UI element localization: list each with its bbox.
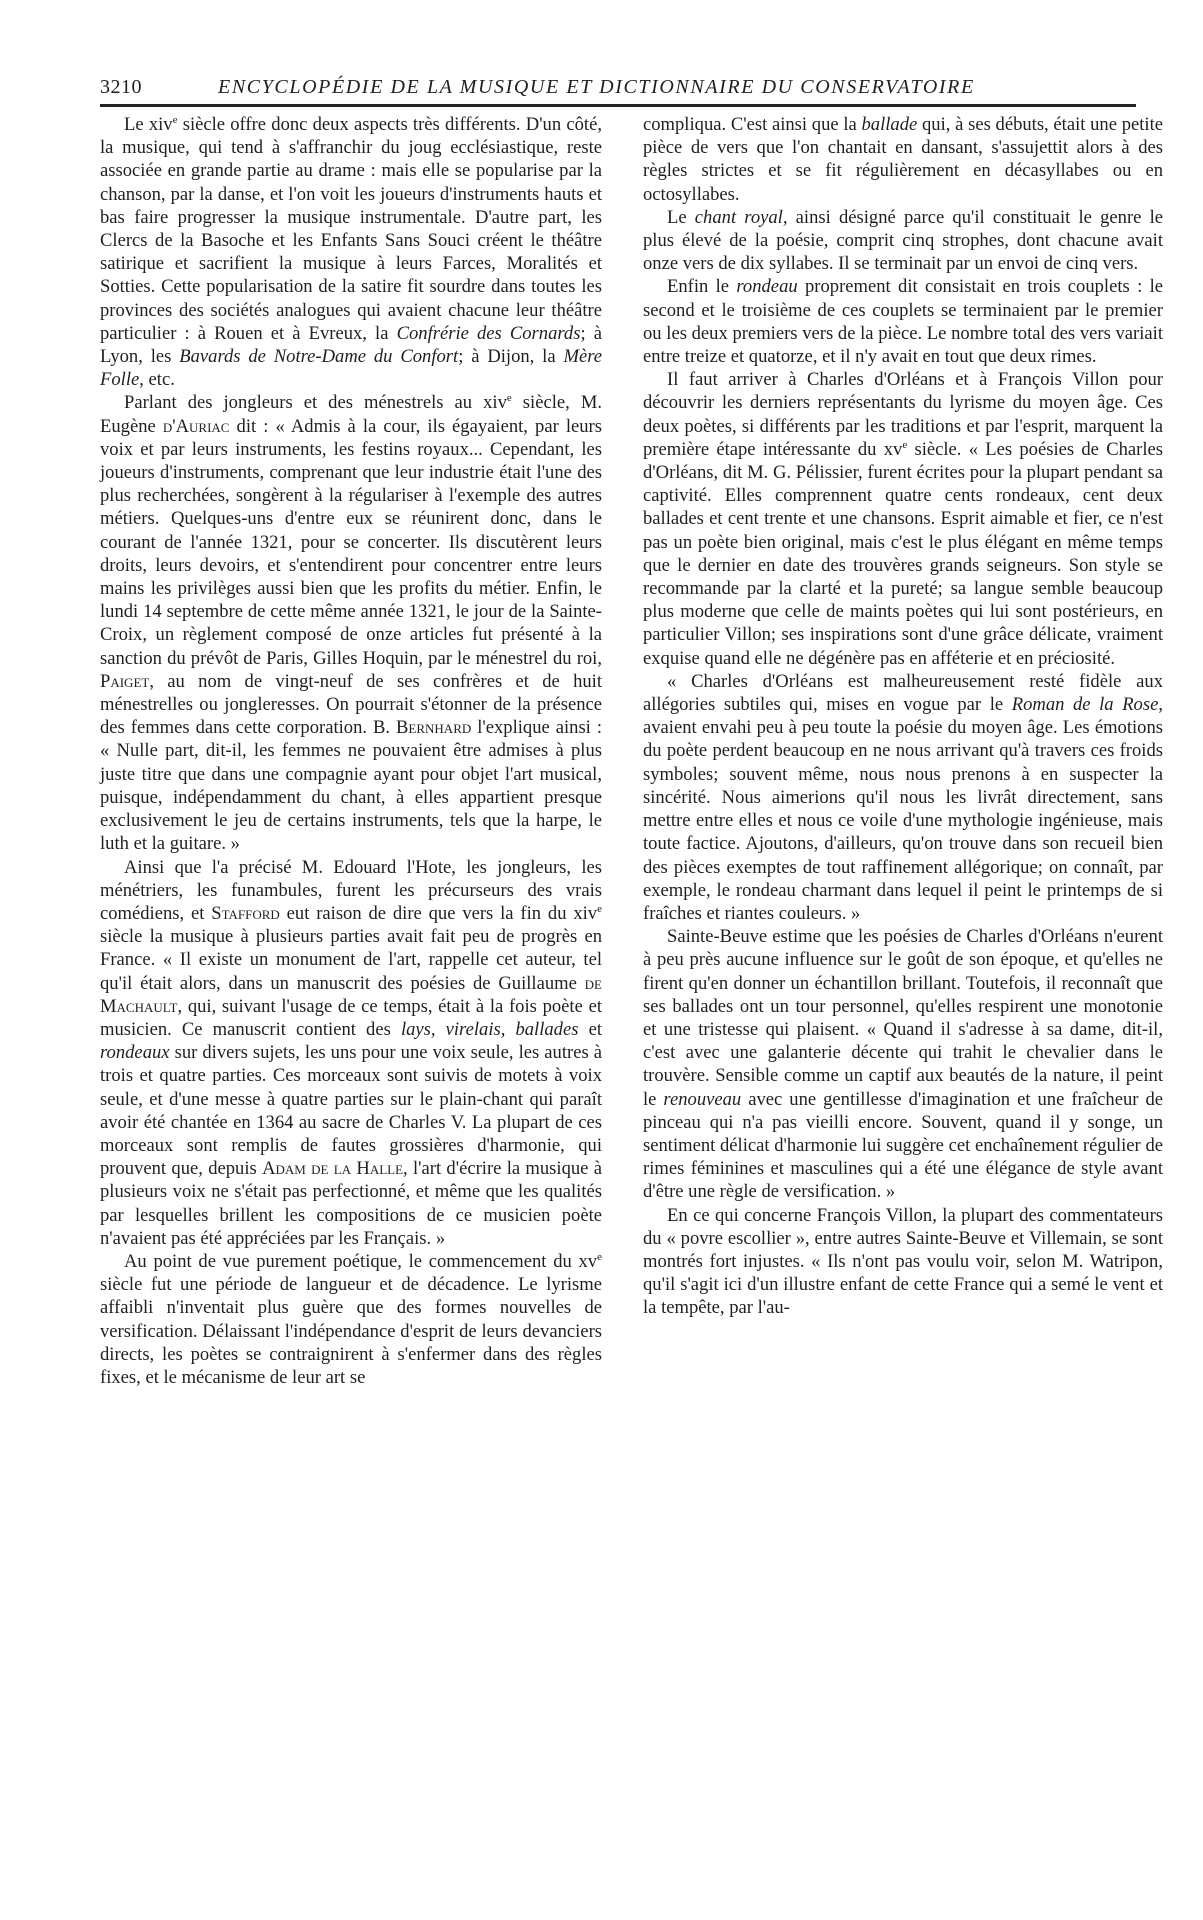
paragraph: Parlant des jongleurs et des ménestrels au xiv$^e$ siècle, M. Eugène d'Auriac dit : « Admis à la cour, ils égayaient, par leurs voix et par leurs instruments, les festins royaux... Cependant, les joueurs d'instruments, comprenant que leur industrie était l'une des plus recherchées, songèrent à la régulariser à l'exemple des autres métiers. Quelques-uns d'entre eux se réunirent donc, dans le courant de l'année 1321, pour se concerter. Ils discutèrent leurs droits, leurs devoirs, et s'entendirent pour concentrer entre leurs mains les privilèges aussi bien que les profits du métier. Enfin, le lundi 14 septembre de cette même année 1321, le jour de la Sainte-Croix, un règlement composé de onze articles fut présenté à la sanction du prévôt de Paris, Gilles Hoquin, par le ménestrel du roi, Paiget, au nom de vingt-neuf de ses confrères et de huit ménestrelles ou jongleresses. On pourrait s'étonner de la présence des femmes dans cette corporation. B. Bernhard l'explique ainsi : « Nulle part, dit-il, les femmes ne pouvaient être admises à plus juste titre que dans une compagnie ayant pour objet l'art musical, puisque, indépendamment du chant, à elles appartient presque exclusivement le jeu de certains instruments, tels que la harpe, le luth et la guitare. » <box>100 392 602 855</box>
left-column <box>100 113 602 1389</box>
page-header <box>100 74 1136 104</box>
paragraph: Enfin le rondeau proprement dit consistait en trois couplets : le second et le troisième de ces couplets se terminaient par le premier ou les deux premiers vers de la pièce. Le nombre total des vers variait entre treize et quatorze, et il n'y avait en tout que deux rimes. <box>643 276 1163 368</box>
paragraph: Au point de vue purement poétique, le commencement du $xv^e$ siècle fut une période de langueur et de décadence. Le lyrisme affaibli n'inventait plus guère que des formes nouvelles de versification. Délaissant l'indépendance d'esprit de leurs devanciers directs, les poètes se contraignirent à s'enfermer dans des règles fixes, et le mécanisme de leur art se <box>100 1250 602 1388</box>
paragraph-continuation: compliqua. C'est ainsi que la ballade qui, à ses débuts, était une petite pièce de vers que l'on chantait en dansant, s'assujettit alors à des règles strictes et se fit régulièrement en décasyllabes ou en octosyllabes. <box>643 114 1163 205</box>
running-title: ENCYCLOPÉDIE DE LA MUSIQUE ET DICTIONNAIRE DU CONSERVATOIRE <box>218 76 975 98</box>
paragraph: Le xiv$^e$ siècle offre donc deux aspects très différents. D'un côté, la musique, qui tend à s'affranchir du joug ecclésiastique, reste associée en grande partie au drame : mais elle se popularise par la chanson, par la danse, et l'on voit les joueurs d'instruments hauts et bas faire progresser la musique instrumentale. D'autre part, les Clercs de la Basoche et les Enfants Sans Souci créent le théâtre satirique et sacrifient la musique à leurs Farces, Moralités et Sotties. Cette popularisation de la satire fit sourdre dans toutes les provinces des sociétés analogues qui avaient chacune leur théâtre particulier : à Rouen et à Evreux, la Confrérie des Cornards; à Lyon, les Bavards de Notre-Dame du Confort; à Dijon, la Mère Folle, etc. <box>100 113 603 391</box>
right-column <box>643 113 1163 1320</box>
paragraph: Sainte-Beuve estime que les poésies de Charles d'Orléans n'eurent à peu près aucune influence sur le goût de son époque, et qu'elles ne firent qu'en donner un échantillon brillant. Toutefois, il reconnaît que ses ballades ont un tour personnel, qu'elles respirent une monotonie et une tristesse qui plaisent. « Quand il s'adresse à sa dame, dit-il, c'est avec une galanterie décente qui trahit le chevalier dans le trouvère. Sensible comme un captif aux beautés de la nature, il peint le renouveau avec une gentillesse d'imagination et une fraîcheur de pinceau qui n'a pas vieilli encore. Souvent, quand il y songe, un sentiment délicat d'harmonie lui suggère cet enchaînement régulier de rimes féminines et masculines qui a été une élégance de style avant d'être une règle de versification. » <box>643 926 1163 1203</box>
paragraph: Le chant royal, ainsi désigné parce qu'il constituait le genre le plus élevé de la poésie, comprit cinq strophes, dont chacune avait onze vers de dix syllabes. Il se terminait par un envoi de cinq vers. <box>643 206 1163 275</box>
page-number: 3210 <box>100 76 142 98</box>
paragraph: En ce qui concerne François Villon, la plupart des commentateurs du « povre escollier », entre autres Sainte-Beuve et Villemain, se sont montrés fort injustes. « Ils n'ont pas voulu voir, selon M. Watripon, qu'il s'agit ici d'un illustre enfant de cette France qui a semé le vent et la tempête, par l'au- <box>643 1204 1163 1319</box>
paragraph: Ainsi que l'a précisé M. Edouard l'Hote, les jongleurs, les ménétriers, les funambules, furent les précurseurs des vrais comédiens, et Stafford eut raison de dire que vers la fin du xiv$^e$ siècle la musique à plusieurs parties avait fait peu de progrès en France. « Il existe un monument de l'art, rappelle cet auteur, tel qu'il était alors, dans un manuscrit des poésies de Guillaume de Machault, qui, suivant l'usage de ce temps, était à la fois poète et musicien. Ce manuscrit contient des lays, virelais, ballades et rondeaux sur divers sujets, les uns pour une voix seule, les autres à trois et quatre parties. Ces morceaux sont suivis de motets à voix seule, et d'une messe à quatre parties sur le plain-chant qui paraît avoir été chantée en 1364 au sacre de Charles V. La plupart de ces morceaux sont remplis de fautes grossières d'harmonie, qui prouvent que, depuis Adam de la Halle, l'art d'écrire la musique à plusieurs voix ne s'était pas perfectionné, et même que les qualités par lesquelles brillent les compositions de ce musicien poète n'avaient pas été appréciées par les Français. » <box>100 856 603 1249</box>
paragraph: Il faut arriver à Charles d'Orléans et à François Villon pour découvrir les derniers représentants du lyrisme du moyen âge. Ces deux poètes, si différents par les traditions et par l'esprit, marquent la première étape intéressante du $xv^e$ siècle. « Les poésies de Charles d'Orléans, dit M. G. Pélissier, furent écrites pour la plupart pendant sa captivité. Elles comprennent quatre cents rondeaux, cent deux ballades et cent trente et une chansons. Esprit aimable et fier, ce n'est pas un poète bien original, mais c'est le plus élégant en même temps que le dernier en date des trouvères grands seigneurs. Son style se recommande par la clarté et la pureté; sa langue semble beaucoup plus moderne que celle de maints poètes qui lui sont postérieurs, en particulier Villon; ses inspirations sont d'une grâce délicate, vraiment exquise quand elle ne dégénère pas en afféterie et en préciosité. <box>643 369 1163 669</box>
paragraph: « Charles d'Orléans est malheureusement resté fidèle aux allégories subtiles qui, mises en vogue par le Roman de la Rose, avaient envahi peu à peu toute la poésie du moyen âge. Les émotions du poète perdent beaucoup en ne nous arrivant qu'à travers ces froids symboles; souvent même, nous nous prenons à en suspecter la sincérité. Nous aimerions qu'il nous les livrât directement, sans mettre entre elles et nous ce voile d'une mythologie ingénieuse, mais toute factice. Ajoutons, d'ailleurs, qu'on trouve dans son recueil bien des pièces exemptes de tout raffinement allégorique; on connaît, par exemple, le rondeau charmant dans lequel il peint le printemps de si fraîches et riantes couleurs. » <box>643 670 1163 924</box>
header-rule <box>100 104 1136 107</box>
